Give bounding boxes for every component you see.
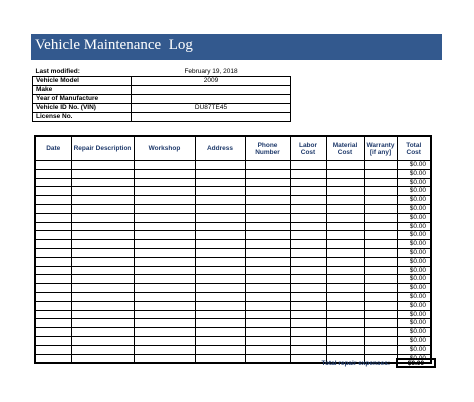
- table-cell[interactable]: [195, 248, 245, 257]
- table-row: [35, 213, 431, 222]
- table-cell[interactable]: [290, 345, 326, 354]
- info-value[interactable]: 2009: [132, 77, 291, 86]
- table-cell[interactable]: [364, 310, 397, 319]
- table-cell[interactable]: [195, 231, 245, 240]
- table-cell[interactable]: [364, 169, 397, 178]
- table-cell[interactable]: [71, 222, 134, 231]
- row-total-cell: $0.00: [397, 240, 431, 249]
- table-cell[interactable]: [364, 292, 397, 301]
- log-body: [35, 161, 431, 364]
- table-cell[interactable]: [134, 310, 195, 319]
- table-cell[interactable]: [245, 284, 290, 293]
- table-cell[interactable]: [195, 169, 245, 178]
- table-cell[interactable]: [71, 310, 134, 319]
- table-cell[interactable]: [290, 292, 326, 301]
- page-title: Vehicle Maintenance Log: [35, 37, 193, 53]
- table-cell[interactable]: [35, 301, 71, 310]
- table-cell[interactable]: [364, 257, 397, 266]
- table-cell[interactable]: [245, 222, 290, 231]
- table-cell[interactable]: [71, 196, 134, 205]
- row-total-cell: $0.00: [397, 310, 431, 319]
- row-total-cell: $0.00: [397, 213, 431, 222]
- table-cell[interactable]: [326, 161, 364, 170]
- table-cell[interactable]: [290, 319, 326, 328]
- table-cell[interactable]: [326, 231, 364, 240]
- table-cell[interactable]: [71, 301, 134, 310]
- table-cell[interactable]: [290, 301, 326, 310]
- table-cell[interactable]: [245, 248, 290, 257]
- table-cell[interactable]: [364, 336, 397, 345]
- table-row: [35, 310, 431, 319]
- table-cell[interactable]: [71, 319, 134, 328]
- table-cell[interactable]: [134, 266, 195, 275]
- info-row-vehicle-model: [33, 77, 291, 86]
- table-cell[interactable]: [35, 161, 71, 170]
- table-cell[interactable]: [326, 204, 364, 213]
- table-cell[interactable]: [195, 161, 245, 170]
- table-cell[interactable]: [245, 240, 290, 249]
- table-cell[interactable]: [364, 213, 397, 222]
- table-cell[interactable]: [364, 284, 397, 293]
- table-cell[interactable]: [245, 319, 290, 328]
- table-cell[interactable]: [326, 178, 364, 187]
- row-total-cell: $0.00: [397, 284, 431, 293]
- table-cell[interactable]: [245, 178, 290, 187]
- table-cell[interactable]: [71, 231, 134, 240]
- table-cell[interactable]: [326, 275, 364, 284]
- table-cell[interactable]: [326, 213, 364, 222]
- table-row: [35, 169, 431, 178]
- table-cell[interactable]: [71, 345, 134, 354]
- table-cell[interactable]: [195, 257, 245, 266]
- table-cell[interactable]: [245, 257, 290, 266]
- table-cell[interactable]: [290, 310, 326, 319]
- table-cell[interactable]: [364, 204, 397, 213]
- table-cell[interactable]: [134, 257, 195, 266]
- table-cell[interactable]: [195, 187, 245, 196]
- table-cell[interactable]: [364, 187, 397, 196]
- table-cell[interactable]: [35, 231, 71, 240]
- table-cell[interactable]: [35, 178, 71, 187]
- table-cell[interactable]: [71, 284, 134, 293]
- table-cell[interactable]: [35, 336, 71, 345]
- table-cell[interactable]: [326, 240, 364, 249]
- table-cell[interactable]: [134, 354, 195, 363]
- table-cell[interactable]: [364, 248, 397, 257]
- title-bar: [31, 34, 442, 60]
- table-cell[interactable]: [290, 196, 326, 205]
- table-cell[interactable]: [245, 310, 290, 319]
- info-row-year: [33, 95, 291, 104]
- info-row-vin: [33, 104, 291, 113]
- table-row: [35, 161, 431, 170]
- table-cell[interactable]: [195, 345, 245, 354]
- info-row-license: [33, 113, 291, 122]
- col-header-warranty: Warranty [if any]: [364, 136, 397, 161]
- table-cell[interactable]: [71, 161, 134, 170]
- table-cell[interactable]: [35, 196, 71, 205]
- table-cell[interactable]: [326, 222, 364, 231]
- col-header-labor-cost: Labor Cost: [290, 136, 326, 161]
- table-cell[interactable]: [195, 292, 245, 301]
- table-cell[interactable]: [134, 222, 195, 231]
- table-cell[interactable]: [290, 169, 326, 178]
- table-cell[interactable]: [134, 336, 195, 345]
- table-cell[interactable]: [195, 310, 245, 319]
- table-cell[interactable]: [364, 275, 397, 284]
- table-cell[interactable]: [326, 196, 364, 205]
- table-row: [35, 231, 431, 240]
- col-header-repair-description: Repair Description: [71, 136, 134, 161]
- info-row-last-modified: [33, 68, 291, 77]
- table-cell[interactable]: [71, 240, 134, 249]
- log-header-row: [35, 136, 431, 161]
- table-cell[interactable]: [35, 240, 71, 249]
- table-cell[interactable]: [35, 275, 71, 284]
- info-value[interactable]: [132, 86, 291, 95]
- table-cell[interactable]: [134, 187, 195, 196]
- table-cell[interactable]: [245, 213, 290, 222]
- table-cell[interactable]: [71, 178, 134, 187]
- table-cell[interactable]: [326, 328, 364, 337]
- table-cell[interactable]: [134, 284, 195, 293]
- table-cell[interactable]: [290, 257, 326, 266]
- table-row: [35, 187, 431, 196]
- table-cell[interactable]: [290, 178, 326, 187]
- table-cell[interactable]: [290, 161, 326, 170]
- row-total-cell: $0.00: [397, 319, 431, 328]
- row-total-cell: $0.00: [397, 222, 431, 231]
- table-row: [35, 336, 431, 345]
- table-cell[interactable]: [364, 222, 397, 231]
- table-cell[interactable]: [195, 284, 245, 293]
- row-total-cell: $0.00: [397, 266, 431, 275]
- info-value[interactable]: [132, 95, 291, 104]
- table-row: [35, 319, 431, 328]
- table-cell[interactable]: [71, 204, 134, 213]
- table-cell[interactable]: [364, 161, 397, 170]
- table-row: [35, 196, 431, 205]
- table-cell[interactable]: [71, 169, 134, 178]
- row-total-cell: $0.00: [397, 354, 431, 363]
- table-cell[interactable]: [35, 328, 71, 337]
- table-cell[interactable]: [71, 275, 134, 284]
- table-cell[interactable]: [71, 336, 134, 345]
- table-cell[interactable]: [245, 336, 290, 345]
- table-cell[interactable]: [326, 248, 364, 257]
- table-row: [35, 257, 431, 266]
- table-cell[interactable]: [245, 169, 290, 178]
- table-cell[interactable]: [35, 222, 71, 231]
- table-cell[interactable]: [290, 240, 326, 249]
- table-cell[interactable]: [364, 266, 397, 275]
- total-expenses-value: $0.00: [396, 358, 436, 368]
- table-cell[interactable]: [290, 275, 326, 284]
- table-cell[interactable]: [364, 196, 397, 205]
- table-cell[interactable]: [326, 336, 364, 345]
- table-cell[interactable]: [195, 336, 245, 345]
- row-total-cell: $0.00: [397, 169, 431, 178]
- table-row: [35, 222, 431, 231]
- table-row: [35, 275, 431, 284]
- table-cell[interactable]: [326, 292, 364, 301]
- table-cell[interactable]: [71, 213, 134, 222]
- table-cell[interactable]: [134, 204, 195, 213]
- table-cell[interactable]: [71, 266, 134, 275]
- table-cell[interactable]: [195, 354, 245, 363]
- table-cell[interactable]: [35, 284, 71, 293]
- table-cell[interactable]: [35, 319, 71, 328]
- info-label: Vehicle ID No. (VIN): [33, 104, 132, 113]
- table-row: [35, 292, 431, 301]
- table-cell[interactable]: [245, 231, 290, 240]
- col-header-address: Address: [195, 136, 245, 161]
- table-cell[interactable]: [35, 204, 71, 213]
- col-header-total-cost: Total Cost: [397, 136, 431, 161]
- table-row: [35, 240, 431, 249]
- info-value[interactable]: February 19, 2018: [132, 68, 291, 77]
- info-label: Vehicle Model: [33, 77, 132, 86]
- table-cell[interactable]: [134, 275, 195, 284]
- table-cell[interactable]: [71, 248, 134, 257]
- info-value[interactable]: DU87TE45: [132, 104, 291, 113]
- table-cell[interactable]: [290, 336, 326, 345]
- table-cell[interactable]: [245, 196, 290, 205]
- info-value[interactable]: [132, 113, 291, 122]
- table-cell[interactable]: [195, 213, 245, 222]
- table-cell[interactable]: [245, 328, 290, 337]
- info-label: License No.: [33, 113, 132, 122]
- table-cell[interactable]: [195, 196, 245, 205]
- table-cell[interactable]: [35, 169, 71, 178]
- table-cell[interactable]: [326, 301, 364, 310]
- row-total-cell: $0.00: [397, 161, 431, 170]
- table-cell[interactable]: [245, 187, 290, 196]
- table-cell[interactable]: [290, 222, 326, 231]
- table-cell[interactable]: [364, 319, 397, 328]
- table-cell[interactable]: [326, 319, 364, 328]
- table-cell[interactable]: [195, 266, 245, 275]
- table-cell[interactable]: [245, 301, 290, 310]
- table-cell[interactable]: [290, 204, 326, 213]
- table-cell[interactable]: [134, 178, 195, 187]
- table-cell[interactable]: [35, 354, 71, 363]
- row-total-cell: $0.00: [397, 231, 431, 240]
- info-label: Make: [33, 86, 132, 95]
- table-cell[interactable]: [326, 284, 364, 293]
- table-cell[interactable]: [134, 301, 195, 310]
- table-row: [35, 248, 431, 257]
- table-cell[interactable]: [326, 310, 364, 319]
- table-cell[interactable]: [290, 231, 326, 240]
- table-cell[interactable]: [195, 319, 245, 328]
- table-cell[interactable]: [245, 345, 290, 354]
- table-cell[interactable]: [326, 257, 364, 266]
- table-cell[interactable]: [195, 178, 245, 187]
- info-label: Year of Manufacture: [33, 95, 132, 104]
- table-cell[interactable]: [245, 275, 290, 284]
- row-total-cell: $0.00: [397, 187, 431, 196]
- table-cell[interactable]: [290, 213, 326, 222]
- table-row: [35, 266, 431, 275]
- table-cell[interactable]: [35, 213, 71, 222]
- table-cell[interactable]: [71, 328, 134, 337]
- col-header-phone-number: Phone Number: [245, 136, 290, 161]
- table-cell[interactable]: [134, 169, 195, 178]
- table-cell[interactable]: [134, 213, 195, 222]
- table-cell[interactable]: [134, 240, 195, 249]
- col-header-material-cost: Material Cost: [326, 136, 364, 161]
- table-cell[interactable]: [364, 328, 397, 337]
- table-row: [35, 345, 431, 354]
- table-cell[interactable]: [245, 266, 290, 275]
- table-cell[interactable]: [195, 240, 245, 249]
- table-cell[interactable]: [195, 222, 245, 231]
- col-header-date: Date: [35, 136, 71, 161]
- table-cell[interactable]: [134, 161, 195, 170]
- table-cell[interactable]: [35, 257, 71, 266]
- table-cell[interactable]: [134, 196, 195, 205]
- table-cell[interactable]: [71, 187, 134, 196]
- repair-log-table: [34, 135, 432, 364]
- row-total-cell: $0.00: [397, 292, 431, 301]
- table-cell[interactable]: [134, 248, 195, 257]
- table-cell[interactable]: [326, 345, 364, 354]
- row-total-cell: $0.00: [397, 257, 431, 266]
- row-total-cell: $0.00: [397, 196, 431, 205]
- table-cell[interactable]: [71, 257, 134, 266]
- row-total-cell: $0.00: [397, 336, 431, 345]
- table-cell[interactable]: [364, 231, 397, 240]
- table-cell[interactable]: [245, 204, 290, 213]
- table-cell[interactable]: [35, 187, 71, 196]
- table-cell[interactable]: [364, 178, 397, 187]
- table-cell[interactable]: [245, 161, 290, 170]
- table-cell[interactable]: [326, 187, 364, 196]
- table-cell[interactable]: [364, 345, 397, 354]
- row-total-cell: $0.00: [397, 301, 431, 310]
- total-expenses-label: Total repair expenses:: [321, 360, 390, 367]
- table-cell[interactable]: [364, 240, 397, 249]
- table-cell[interactable]: [134, 231, 195, 240]
- table-cell[interactable]: [35, 266, 71, 275]
- table-row: [35, 284, 431, 293]
- table-cell[interactable]: [35, 248, 71, 257]
- vehicle-info-table: [32, 68, 291, 122]
- table-cell[interactable]: [195, 328, 245, 337]
- table-row: [35, 301, 431, 310]
- table-row: [35, 328, 431, 337]
- row-total-cell: $0.00: [397, 275, 431, 284]
- table-cell[interactable]: [290, 187, 326, 196]
- info-label: Last modified:: [35, 68, 80, 75]
- table-cell[interactable]: [35, 310, 71, 319]
- table-cell[interactable]: [35, 345, 71, 354]
- table-cell[interactable]: [71, 354, 134, 363]
- table-cell[interactable]: [195, 301, 245, 310]
- table-row: [35, 204, 431, 213]
- row-total-cell: $0.00: [397, 248, 431, 257]
- table-cell[interactable]: [134, 328, 195, 337]
- row-total-cell: $0.00: [397, 328, 431, 337]
- table-cell[interactable]: [71, 292, 134, 301]
- table-cell[interactable]: [364, 301, 397, 310]
- col-header-workshop: Workshop: [134, 136, 195, 161]
- table-cell[interactable]: [35, 292, 71, 301]
- table-cell[interactable]: [290, 266, 326, 275]
- info-row-make: [33, 86, 291, 95]
- table-row: [35, 178, 431, 187]
- table-cell[interactable]: [326, 169, 364, 178]
- table-cell[interactable]: [195, 204, 245, 213]
- table-cell[interactable]: [245, 292, 290, 301]
- table-cell[interactable]: [134, 319, 195, 328]
- table-cell[interactable]: [290, 284, 326, 293]
- table-cell[interactable]: [290, 328, 326, 337]
- table-cell[interactable]: [134, 292, 195, 301]
- row-total-cell: $0.00: [397, 345, 431, 354]
- table-cell[interactable]: [134, 345, 195, 354]
- row-total-cell: $0.00: [397, 178, 431, 187]
- table-cell[interactable]: [326, 266, 364, 275]
- table-cell[interactable]: [290, 248, 326, 257]
- row-total-cell: $0.00: [397, 204, 431, 213]
- table-cell[interactable]: [195, 275, 245, 284]
